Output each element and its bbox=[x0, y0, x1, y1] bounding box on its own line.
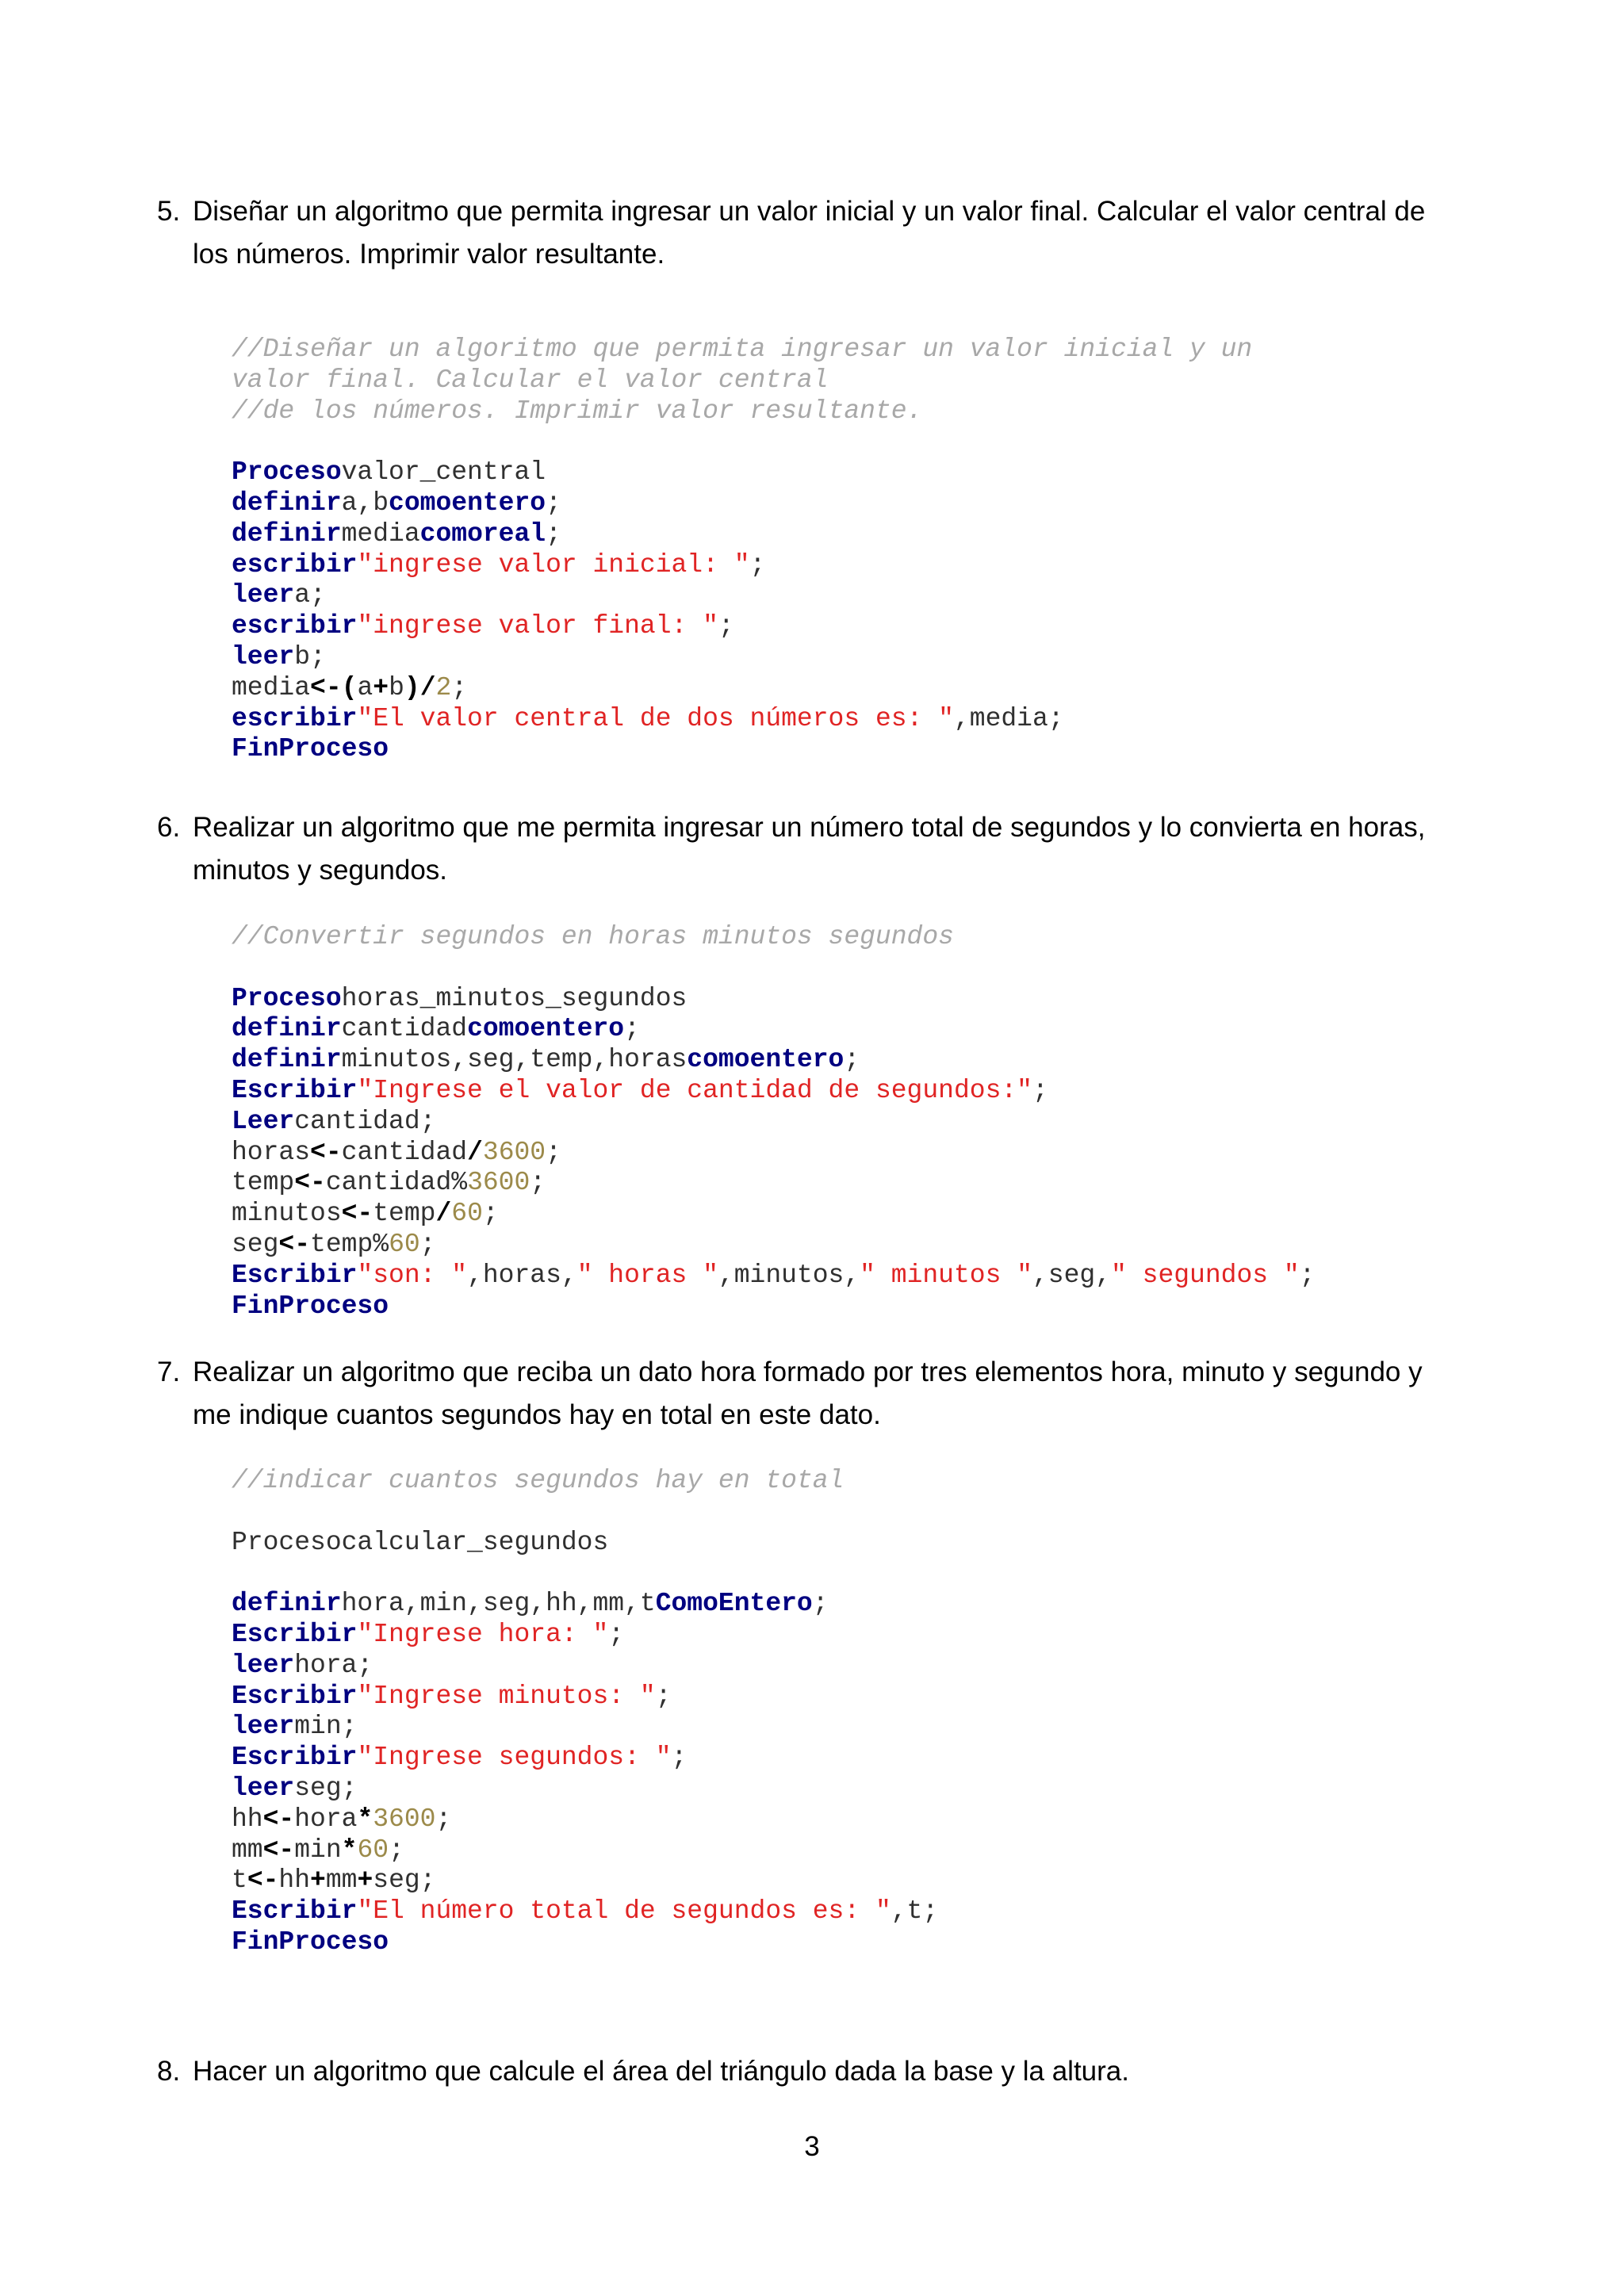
code-keyword: Escribir bbox=[232, 1260, 358, 1290]
code-operator: * bbox=[357, 1804, 373, 1834]
code-line bbox=[232, 427, 1564, 457]
code-block-7 bbox=[232, 1466, 1564, 1958]
code-keyword: comoentero bbox=[467, 1014, 625, 1044]
code-text: ; bbox=[608, 1619, 625, 1649]
code-line bbox=[232, 1743, 1564, 1774]
code-keyword: Leer bbox=[232, 1106, 295, 1136]
code-text: cantidad; bbox=[294, 1106, 436, 1136]
code-operator: + bbox=[310, 1866, 326, 1896]
code-operator: <- bbox=[262, 1804, 295, 1834]
code-keyword: comoentero bbox=[389, 488, 546, 518]
code-text: ; bbox=[1032, 1075, 1048, 1105]
code-line bbox=[232, 1076, 1564, 1107]
code-line bbox=[232, 457, 1564, 488]
code-string: " minutos " bbox=[860, 1260, 1032, 1290]
code-operator: * bbox=[341, 1835, 358, 1865]
code-comment: //indicar cuantos segundos hay en total bbox=[232, 1466, 845, 1495]
code-text: a; bbox=[294, 580, 326, 610]
code-line bbox=[232, 611, 1564, 642]
code-string: "ingrese valor final: " bbox=[357, 611, 718, 641]
code-comment: //Diseñar un algoritmo que permita ingresar un valor inicial y un bbox=[232, 335, 1253, 364]
code-text: cantidad bbox=[341, 1014, 468, 1044]
code-string: "Ingrese segundos: " bbox=[357, 1743, 672, 1773]
question-text: Realizar un algoritmo que me permita ingresar un número total de segundos y lo convierta en horas, minutos y segundos. bbox=[193, 812, 1426, 886]
code-string: "Ingrese hora: " bbox=[357, 1619, 609, 1649]
code-keyword: Escribir bbox=[232, 1743, 358, 1773]
code-number: 60 bbox=[389, 1229, 420, 1259]
code-line bbox=[232, 1835, 1564, 1866]
code-text: ; bbox=[389, 1835, 404, 1865]
code-text: t bbox=[232, 1866, 247, 1896]
code-operator: <-( bbox=[310, 672, 358, 702]
code-text: ; bbox=[718, 611, 734, 641]
code-line bbox=[232, 734, 1564, 765]
code-line bbox=[232, 1292, 1564, 1322]
question-8 bbox=[157, 2050, 1430, 2093]
code-operator: )/ bbox=[404, 672, 436, 702]
code-keyword: escribir bbox=[232, 549, 358, 580]
code-number: 2 bbox=[435, 672, 452, 702]
code-text: ; bbox=[812, 1589, 829, 1619]
code-text: media bbox=[232, 672, 311, 702]
code-line bbox=[232, 1199, 1564, 1230]
code-text: min bbox=[294, 1835, 342, 1865]
question-text: Realizar un algoritmo que reciba un dato hora formado por tres elementos hora, minuto y segundo y me indique cuantos segundos hay en total en este dato. bbox=[193, 1357, 1423, 1430]
code-operator: + bbox=[373, 672, 389, 702]
code-text: horas bbox=[232, 1137, 311, 1167]
code-text: ; bbox=[435, 1804, 452, 1834]
code-text: min; bbox=[294, 1712, 358, 1742]
code-text: Procesocalcular_segundos bbox=[232, 1527, 609, 1557]
code-string: "Ingrese minutos: " bbox=[357, 1681, 656, 1711]
code-text: temp% bbox=[310, 1229, 389, 1259]
code-text: seg; bbox=[294, 1773, 358, 1803]
code-text: media bbox=[341, 519, 420, 549]
code-text: ; bbox=[546, 1137, 561, 1167]
code-line bbox=[232, 488, 1564, 519]
code-line bbox=[232, 953, 1564, 984]
code-comment: //de los números. Imprimir valor resultante. bbox=[232, 396, 923, 426]
code-line bbox=[232, 1168, 1564, 1199]
code-keyword: leer bbox=[232, 580, 295, 610]
code-keyword: escribir bbox=[232, 703, 358, 733]
code-text: ; bbox=[1299, 1260, 1316, 1290]
code-operator: <- bbox=[294, 1168, 326, 1198]
code-text: a,b bbox=[341, 488, 389, 518]
code-text: cantidad% bbox=[325, 1168, 468, 1198]
code-keyword: Escribir bbox=[232, 1896, 358, 1927]
code-block-6 bbox=[232, 922, 1564, 1322]
question-6 bbox=[157, 806, 1430, 892]
code-text: ; bbox=[671, 1743, 688, 1773]
code-line bbox=[232, 550, 1564, 581]
code-operator: <- bbox=[278, 1229, 311, 1259]
code-line bbox=[232, 1866, 1564, 1896]
code-string: " segundos " bbox=[1111, 1260, 1300, 1290]
code-keyword: ComoEntero bbox=[655, 1589, 813, 1619]
code-text: seg bbox=[232, 1229, 279, 1259]
code-number: 60 bbox=[451, 1199, 483, 1229]
code-keyword: leer bbox=[232, 1650, 295, 1680]
code-keyword: Escribir bbox=[232, 1075, 358, 1105]
code-line bbox=[232, 1804, 1564, 1835]
code-text: hora bbox=[294, 1804, 358, 1834]
code-line bbox=[232, 1014, 1564, 1045]
question-number: 5. bbox=[157, 196, 181, 227]
code-text: ,media; bbox=[953, 703, 1064, 733]
code-line bbox=[232, 1230, 1564, 1261]
code-string: "El valor central de dos números es: " bbox=[357, 703, 954, 733]
code-text: ,seg, bbox=[1032, 1260, 1112, 1290]
code-text: ; bbox=[844, 1045, 860, 1075]
code-operator: + bbox=[357, 1866, 373, 1896]
code-line bbox=[232, 1651, 1564, 1682]
code-text: ; bbox=[451, 672, 468, 702]
code-keyword: definir bbox=[232, 488, 342, 518]
code-text: ; bbox=[482, 1199, 499, 1229]
question-number: 8. bbox=[157, 2056, 181, 2087]
page-number: 3 bbox=[804, 2131, 820, 2162]
code-line bbox=[232, 1107, 1564, 1138]
code-keyword: Escribir bbox=[232, 1619, 358, 1649]
code-string: "ingrese valor inicial: " bbox=[357, 549, 750, 580]
code-keyword: leer bbox=[232, 1773, 295, 1803]
code-line bbox=[232, 1774, 1564, 1804]
code-operator: <- bbox=[341, 1199, 373, 1229]
code-text: horas_minutos_segundos bbox=[341, 983, 688, 1013]
code-keyword: leer bbox=[232, 641, 295, 672]
code-line bbox=[232, 1927, 1564, 1958]
code-number: 3600 bbox=[467, 1168, 530, 1198]
code-operator: <- bbox=[262, 1835, 295, 1865]
code-keyword: definir bbox=[232, 1589, 342, 1619]
question-5 bbox=[157, 190, 1430, 276]
code-line bbox=[232, 704, 1564, 735]
code-keyword: FinProceso bbox=[232, 1927, 389, 1957]
code-text: mm bbox=[325, 1866, 358, 1896]
code-text: minutos,seg,temp,horas bbox=[341, 1045, 688, 1075]
question-7 bbox=[157, 1351, 1430, 1437]
code-line bbox=[232, 642, 1564, 673]
code-line bbox=[232, 1682, 1564, 1712]
code-text: ,t; bbox=[891, 1896, 939, 1927]
code-text: ; bbox=[624, 1014, 640, 1044]
code-text: hora; bbox=[294, 1650, 373, 1680]
code-text: b bbox=[389, 672, 404, 702]
code-text: ; bbox=[530, 1168, 546, 1198]
code-line bbox=[232, 1138, 1564, 1169]
code-comment: //Convertir segundos en horas minutos segundos bbox=[232, 922, 954, 951]
code-text: ; bbox=[749, 549, 766, 580]
code-keyword: comoentero bbox=[687, 1045, 845, 1075]
code-string: "son: " bbox=[357, 1260, 468, 1290]
code-keyword: Escribir bbox=[232, 1681, 358, 1711]
code-block-5 bbox=[232, 335, 1564, 765]
code-keyword: FinProceso bbox=[232, 1291, 389, 1321]
code-text: a bbox=[357, 672, 373, 702]
code-text: valor_central bbox=[341, 457, 546, 488]
code-line bbox=[232, 1558, 1564, 1589]
code-keyword: Proceso bbox=[232, 983, 342, 1013]
code-text: ; bbox=[419, 1229, 436, 1259]
code-keyword: Proceso bbox=[232, 457, 342, 488]
code-operator: / bbox=[435, 1199, 452, 1229]
code-line bbox=[232, 1620, 1564, 1651]
code-text: ; bbox=[655, 1681, 672, 1711]
code-line bbox=[232, 1497, 1564, 1528]
code-text: temp bbox=[232, 1168, 295, 1198]
code-keyword: definir bbox=[232, 519, 342, 549]
code-text: ,minutos, bbox=[718, 1260, 860, 1290]
code-text: mm bbox=[232, 1835, 263, 1865]
code-keyword: escribir bbox=[232, 611, 358, 641]
code-line bbox=[232, 519, 1564, 550]
code-line bbox=[232, 580, 1564, 611]
code-line bbox=[232, 922, 1564, 953]
code-text: ,horas, bbox=[467, 1260, 577, 1290]
code-line bbox=[232, 396, 1564, 427]
code-operator: <- bbox=[310, 1137, 342, 1167]
code-line bbox=[232, 673, 1564, 704]
question-number: 7. bbox=[157, 1357, 181, 1387]
code-line bbox=[232, 335, 1564, 365]
code-string: " horas " bbox=[576, 1260, 718, 1290]
code-number: 3600 bbox=[482, 1137, 546, 1167]
code-line bbox=[232, 1528, 1564, 1559]
code-line bbox=[232, 984, 1564, 1015]
code-text: ; bbox=[546, 519, 561, 549]
code-text: hora,min,seg,hh,mm,t bbox=[341, 1589, 656, 1619]
code-string: "El número total de segundos es: " bbox=[357, 1896, 891, 1927]
code-text: minutos bbox=[232, 1199, 342, 1229]
code-line bbox=[232, 365, 1564, 396]
code-keyword: comoreal bbox=[419, 519, 546, 549]
question-text: Hacer un algoritmo que calcule el área del triángulo dada la base y la altura. bbox=[193, 2056, 1129, 2087]
code-text: seg; bbox=[373, 1866, 436, 1896]
code-text: b; bbox=[294, 641, 326, 672]
code-text: ; bbox=[546, 488, 561, 518]
question-number: 6. bbox=[157, 812, 181, 843]
code-comment: valor final. Calcular el valor central bbox=[232, 365, 829, 395]
code-number: 3600 bbox=[373, 1804, 436, 1834]
code-text: hh bbox=[232, 1804, 263, 1834]
code-string: "Ingrese el valor de cantidad de segundos:" bbox=[357, 1075, 1032, 1105]
code-line bbox=[232, 1466, 1564, 1497]
code-operator: <- bbox=[247, 1866, 279, 1896]
code-operator: / bbox=[467, 1137, 483, 1167]
code-line bbox=[232, 1045, 1564, 1076]
code-number: 60 bbox=[357, 1835, 389, 1865]
code-keyword: leer bbox=[232, 1712, 295, 1742]
code-text: cantidad bbox=[341, 1137, 468, 1167]
question-text: Diseñar un algoritmo que permita ingresar un valor inicial y un valor final. Calcular el valor central de los números. Imprimir valor resultante. bbox=[193, 196, 1426, 270]
code-text: temp bbox=[373, 1199, 436, 1229]
code-line bbox=[232, 1589, 1564, 1620]
code-keyword: definir bbox=[232, 1014, 342, 1044]
code-line bbox=[232, 1896, 1564, 1927]
code-keyword: FinProceso bbox=[232, 734, 389, 764]
code-line bbox=[232, 1712, 1564, 1743]
code-keyword: definir bbox=[232, 1045, 342, 1075]
code-line bbox=[232, 1261, 1564, 1292]
code-text: hh bbox=[278, 1866, 311, 1896]
